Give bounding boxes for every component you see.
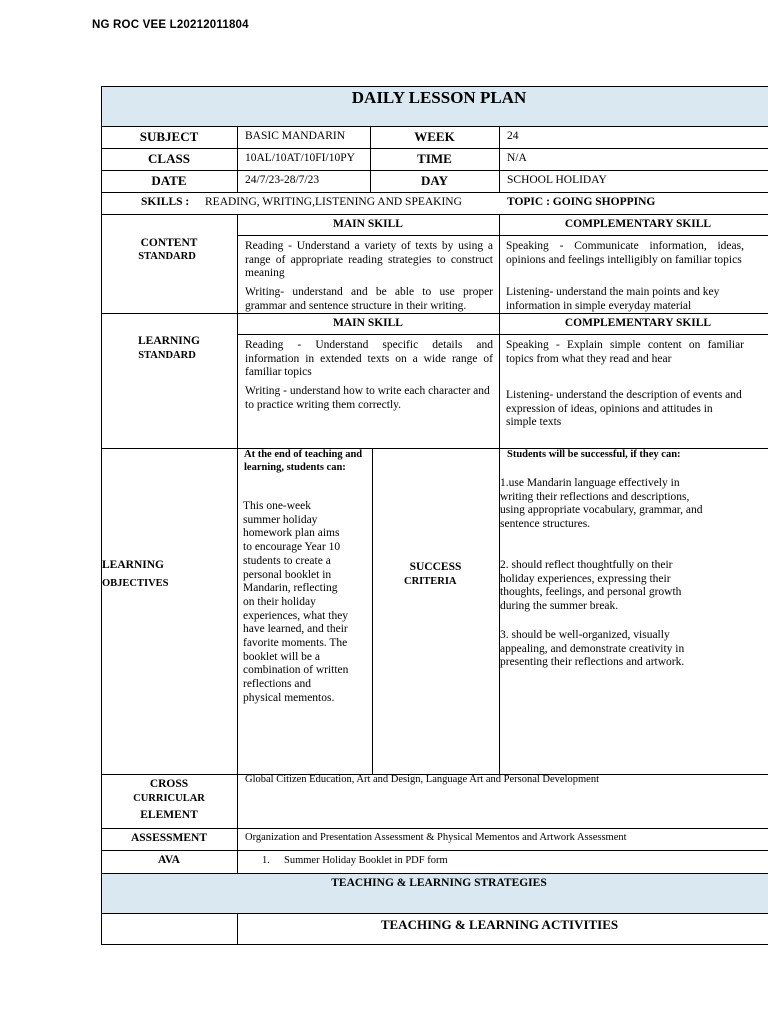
skills-label: SKILLS : (141, 196, 190, 208)
time-label: TIME (417, 151, 452, 166)
day-label: DAY (421, 173, 448, 188)
ava-value: Summer Holiday Booklet in PDF form (284, 855, 448, 866)
content-comp-skill-header: COMPLEMENTARY SKILL (564, 218, 712, 230)
content-comp-listening: Listening- understand the main points and key information in simple everyday material (506, 286, 720, 312)
learning-standard-label-2: STANDARD (138, 350, 196, 361)
learning-comp-speaking: Speaking - Explain simple content on familiar topics from what they read and hear (506, 339, 744, 365)
cross-curricular-value: Global Citizen Education, Art and Design, Language Art and Personal Development (245, 774, 599, 785)
cross-curricular-label-2: CURRICULAR (133, 793, 205, 804)
assessment-label: ASSESSMENT (130, 832, 208, 844)
content-comp-speaking: Speaking - Communicate information, ideas, opinions and feelings intelligibly on familiar topics (506, 240, 744, 266)
learning-comp-listening: Listening- understand the description of events and expression of ideas, opinions and attitudes in simple texts (506, 389, 742, 428)
ava-label: AVA (158, 854, 180, 866)
criteria-item: 1.use Mandarin language effectively in writing their reflections and descriptions, using appropriate vocabulary, grammar, and sentence structures. (500, 477, 703, 530)
class-value: 10AL/10AT/10FI/10PY (245, 152, 355, 164)
time-value: N/A (507, 152, 527, 164)
learning-comp-skill-header: COMPLEMENTARY SKILL (564, 317, 712, 329)
objectives-body: This one-week summer holiday homework plan aims to encourage Year 10 students to create a personal booklet in Mandarin, reflecting on their holiday experiences, what they have learned, and their favorite moments. The booklet will be a combination of written reflections and physical mementos. (243, 500, 349, 704)
content-main-writing: Writing- understand and be able to use proper grammar and sentence structure in their writing. (245, 286, 493, 312)
content-standard-label-1: CONTENT (140, 237, 198, 249)
strategies-header: TEACHING & LEARNING STRATEGIES (331, 877, 547, 889)
learning-main-writing: Writing - understand how to write each character and to practice writing them correctly. (245, 385, 490, 411)
week-label: WEEK (414, 129, 455, 144)
content-standard-label-2: STANDARD (138, 251, 196, 262)
success-criteria-label-2: CRITERIA (404, 576, 457, 587)
content-main-reading: Reading - Understand a variety of texts by using a range of appropriate reading strategies to construct meaning (245, 240, 493, 279)
week-value: 24 (507, 130, 519, 142)
criteria-intro: Students will be successful, if they can: (507, 449, 681, 460)
subject-value: BASIC MANDARIN (245, 130, 345, 142)
objectives-label-1: LEARNING (102, 559, 164, 571)
date-value: 24/7/23-28/7/23 (245, 174, 320, 186)
learning-standard-label-1: LEARNING (138, 335, 200, 347)
class-label: CLASS (148, 151, 190, 166)
objectives-label-2: OBJECTIVES (102, 578, 169, 589)
day-value: SCHOOL HOLIDAY (507, 174, 607, 186)
skills-value: READING, WRITING,LISTENING AND SPEAKING (205, 196, 462, 208)
page-title: DAILY LESSON PLAN (351, 88, 527, 107)
subject-label: SUBJECT (139, 129, 199, 144)
learning-main-reading: Reading - Understand specific details and information in extended texts on a wide range of familiar topics (245, 339, 493, 378)
ava-number: 1. (262, 855, 270, 866)
topic-label: TOPIC : GOING SHOPPING (507, 196, 656, 208)
cross-curricular-label-1: CROSS (149, 778, 189, 790)
success-criteria-label-1: SUCCESS (409, 561, 462, 573)
criteria-item: 3. should be well-organized, visually appealing, and demonstrate creativity in presenting their reflections and artwork. (500, 629, 685, 668)
objectives-intro: At the end of teaching and learning, students can: (244, 449, 363, 473)
document-id: NG ROC VEE L20212011804 (92, 19, 249, 31)
date-label: DATE (151, 173, 187, 188)
learning-main-skill-header: MAIN SKILL (333, 317, 403, 329)
assessment-value: Organization and Presentation Assessment & Physical Mementos and Artwork Assessment (245, 832, 627, 843)
criteria-item: 2. should reflect thoughtfully on their holiday experiences, expressing their thoughts, feelings, and personal growth during the summer break. (500, 559, 682, 612)
cross-curricular-label-3: ELEMENT (140, 809, 198, 821)
activities-header: TEACHING & LEARNING ACTIVITIES (380, 917, 619, 932)
content-main-skill-header: MAIN SKILL (333, 218, 403, 230)
